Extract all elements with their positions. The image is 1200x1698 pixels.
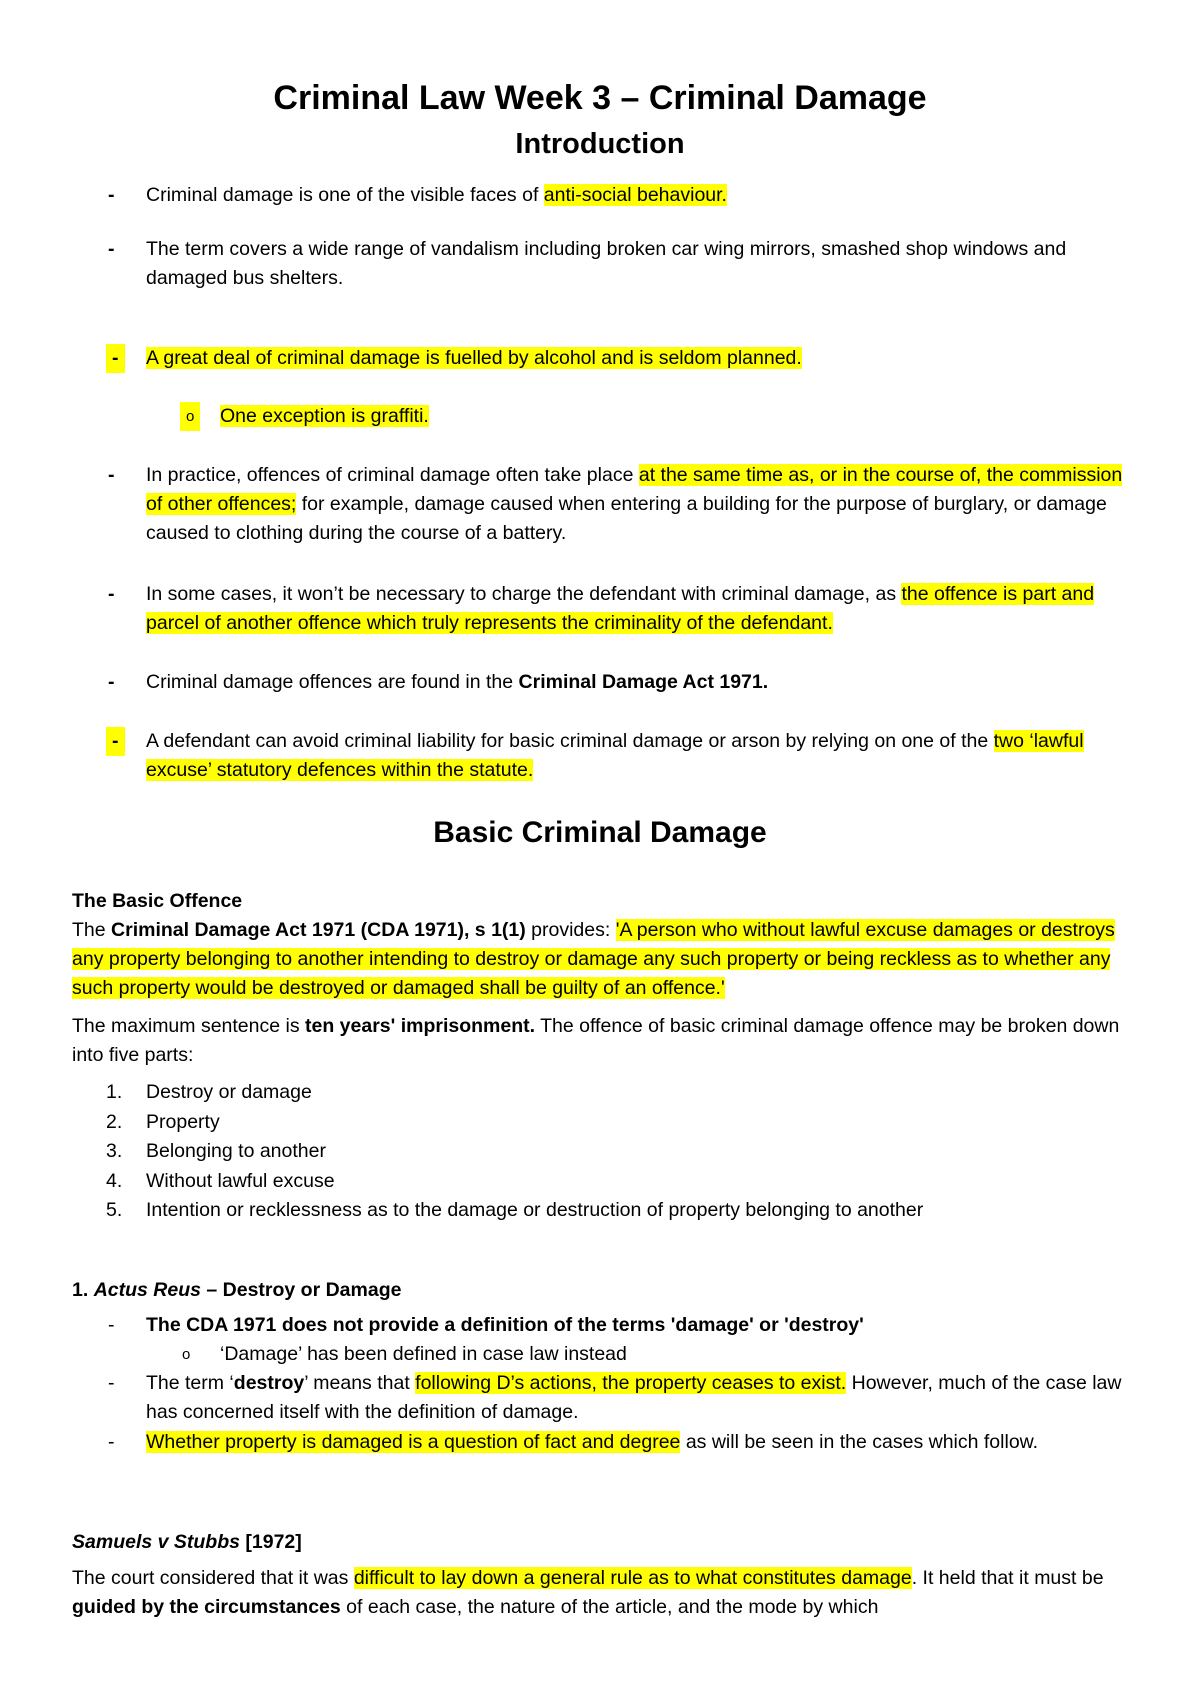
bullet-marker: - bbox=[108, 1314, 115, 1336]
intro-bullet-5: - In some cases, it won’t be necessary to charge the defendant with criminal damage, as the offence is part and parcel of another offence which truly represents the criminality of the defendant. bbox=[72, 580, 1137, 638]
bullet-marker: - bbox=[108, 238, 115, 260]
case-paragraph: The court considered that it was difficult to lay down a general rule as to what constitutes damage. It held that it must be guided by the circumstances of each case, the nature of the article, and the mode by which bbox=[72, 1567, 1104, 1618]
intro-heading: Introduction bbox=[515, 128, 685, 160]
list-item: 3. Belonging to another bbox=[106, 1140, 326, 1162]
actus-bullet-3: - Whether property is damaged is a question of fact and degree as will be seen in the cases which follow. bbox=[72, 1428, 1137, 1457]
bullet-marker: - bbox=[108, 1372, 115, 1394]
intro-bullet-4: - In practice, offences of criminal damage often take place at the same time as, or in the course of, the commission of other offences; for example, damage caused when entering a building for the purpose of burglary, or damage caused to clothing during the course of a battery. bbox=[72, 461, 1137, 548]
actus-bullet-1: - The CDA 1971 does not provide a definition of the terms 'damage' or 'destroy' bbox=[72, 1311, 1137, 1340]
case-heading: Samuels v Stubbs [1972] bbox=[72, 1531, 302, 1553]
list-item: 5. Intention or recklessness as to the damage or destruction of property belonging to another bbox=[106, 1199, 924, 1221]
bullet-marker: - bbox=[108, 464, 115, 486]
bullet-marker: - bbox=[108, 1431, 115, 1453]
five-parts-list bbox=[72, 1078, 923, 1226]
max-sentence-paragraph: The maximum sentence is ten years' imprisonment. The offence of basic criminal damage offence may be broken down into five parts: bbox=[72, 1015, 1120, 1066]
intro-sub-bullet: o One exception is graffiti. bbox=[146, 402, 1136, 431]
list-item: 4. Without lawful excuse bbox=[106, 1169, 335, 1192]
basic-offence-paragraph: The Criminal Damage Act 1971 (CDA 1971), s 1(1) provides: 'A person who without lawful excuse damages or destroys any property belonging to another intending to destroy or damage any such property or being reckless as to whether any such property would be destroyed or damaged shall be guilty of an offence.' bbox=[72, 919, 1115, 999]
bullet-marker: - bbox=[106, 344, 125, 373]
actus-reus-heading: 1. Actus Reus – Destroy or Damage bbox=[72, 1279, 402, 1301]
basic-offence-heading: The Basic Offence bbox=[72, 890, 243, 912]
sub-bullet-marker: o bbox=[180, 402, 200, 431]
bullet-marker: - bbox=[108, 671, 115, 693]
actus-bullet-2: - The term ‘destroy’ means that following D’s actions, the property ceases to exist. However, much of the case law has concerned itself with the definition of damage. bbox=[72, 1369, 1137, 1427]
sub-bullet-marker: o bbox=[182, 1346, 191, 1363]
intro-bullet-1: - Criminal damage is one of the visible faces of anti-social behaviour. bbox=[72, 181, 1137, 210]
intro-bullet-7: - A defendant can avoid criminal liability for basic criminal damage or arson by relying on one of the two ‘lawful excuse’ statutory defences within the statute. bbox=[72, 727, 1137, 785]
document-title: Criminal Law Week 3 – Criminal Damage bbox=[273, 79, 927, 117]
bullet-marker: - bbox=[108, 184, 115, 206]
intro-bullet-6: - Criminal damage offences are found in the Criminal Damage Act 1971. bbox=[72, 668, 1137, 697]
section-heading: Basic Criminal Damage bbox=[433, 816, 767, 849]
intro-bullet-3: - A great deal of criminal damage is fuelled by alcohol and is seldom planned. bbox=[72, 344, 1137, 373]
actus-sub-bullet: o ‘Damage’ has been defined in case law instead bbox=[146, 1340, 1136, 1369]
bullet-marker: - bbox=[108, 583, 115, 605]
list-item: 2. Property bbox=[106, 1110, 220, 1133]
list-item: 1. Destroy or damage bbox=[106, 1081, 312, 1103]
intro-bullet-2: - The term covers a wide range of vandalism including broken car wing mirrors, smashed shop windows and damaged bus shelters. bbox=[72, 235, 1137, 293]
bullet-marker: - bbox=[106, 727, 125, 756]
